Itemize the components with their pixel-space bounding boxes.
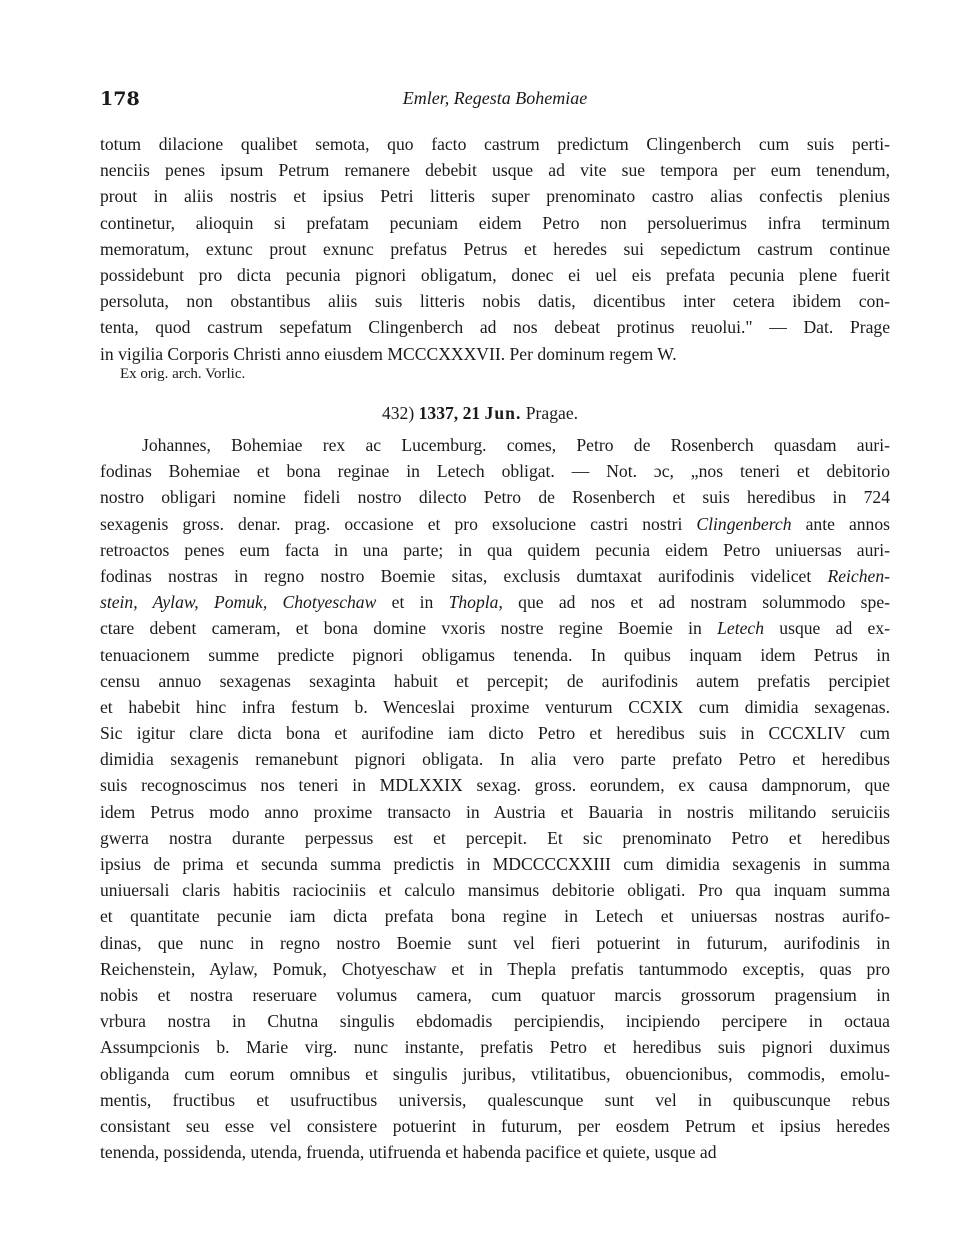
text-line: et quantitate pecunie iam dicta prefata bona regine in Letech et uniuersas nostras aurifo- <box>100 906 890 927</box>
document-number: 432) <box>381 403 415 423</box>
text-line: ctare debent cameram, et bona domine vxoris nostre regine Boemie in Letech usque ad ex- <box>100 618 890 639</box>
text-line: obliganda cum eorum omnibus et singulis juribus, vtilitatibus, obuencionibus, commodis, emolu- <box>100 1063 890 1084</box>
text-line: memoratum, extunc prout exnunc prefatus Petrus et heredes sui sepedictum castrum continue <box>100 238 890 259</box>
source-note: Ex orig. arch. Vorlic. <box>120 366 246 382</box>
document-place: Pragae. <box>525 403 579 423</box>
text-line: persoluta, non obstantibus aliis suis litteris nobis datis, dicentibus inter cetera ibidem con- <box>100 291 890 312</box>
text-line: Johannes, Bohemiae rex ac Lucemburg. comes, Petro de Rosenberch quasdam auri- <box>142 435 890 455</box>
document-date: 1337, 21 <box>418 403 481 423</box>
text-line: tenta, quod castrum sepefatum Clingenberch ad nos debeat protinus reuolui." — Dat. Prage <box>100 317 890 338</box>
text-line: uniuersali claris habitis raciociniis et calculo mansimus debitorie obligati. Pro qua inquam summa <box>100 880 890 901</box>
text-line: idem Petrus modo anno proxime transacto in Austria et Bauaria in nostris militando seruiciis <box>100 801 890 822</box>
page-header <box>100 88 890 116</box>
text-line: Reichenstein, Aylaw, Pomuk, Chotyeschaw et in Thepla prefatis tantummodo exceptis, quas pro <box>100 958 890 979</box>
text-line: prout in aliis nostris et ipsius Petri litteris super prenominato castro alias confectis plenius <box>100 186 890 207</box>
running-title: Emler, Regesta Bohemiae <box>402 88 588 108</box>
text-line: in vigilia Corporis Christi anno eiusdem MCCCXXXVII. Per dominum regem W. <box>100 343 677 364</box>
text-line: totum dilacione qualibet semota, quo facto castrum predictum Clingenberch cum suis perti- <box>100 134 890 154</box>
continuation-paragraph <box>100 131 890 367</box>
text-line: vrbura nostra in Chutna singulis ebdomadis percipiendis, incipiendo percipere in octaua <box>100 1011 890 1032</box>
page-number: 178 <box>100 88 140 110</box>
document-heading <box>0 403 960 424</box>
text-line: et habebit hinc infra festum b. Wenceslai proxime venturum CCXIX cum dimidia sexagenas. <box>100 696 890 717</box>
text-line: nostro obligari nomine fideli nostro dilecto Petro de Rosenberch et suis heredibus in 724 <box>100 487 890 508</box>
text-line: sexagenis gross. denar. prag. occasione et pro exsolucione castri nostri Clingenberch ante annos <box>100 513 890 534</box>
text-line: tenenda, possidenda, utenda, fruenda, utifruenda et habenda pacifice et quiete, usque ad <box>100 1142 717 1163</box>
text-line: possidebunt pro dicta pecunia pignori obligatum, donec ei uel eis prefata pecunia plene fuerit <box>100 264 890 285</box>
text-line: tenuacionem summe predicte pignori obligamus tenenda. In quibus inquam idem Petrus in <box>100 644 890 665</box>
text-line: nenciis penes ipsum Petrum remanere debebit usque ad vite sue tempora per eum tenendum, <box>100 160 890 181</box>
text-line: dimidia sexagenis remanebunt pignori obligata. In alia vero parte prefato Petro et heredibus <box>100 749 890 770</box>
text-line: censu annuo sexagenas sexaginta habuit et percepit; de aurifodinis autem prefatis percipiet <box>100 670 890 691</box>
text-line: fodinas nostras in regno nostro Boemie sitas, exclusis dumtaxat aurifodinis videlicet Reichen- <box>100 565 890 586</box>
text-line: continetur, alioquin si prefatam pecuniam eidem Petro non persoluerimus infra terminum <box>100 212 890 233</box>
text-line: fodinas Bohemiae et bona reginae in Letech obligat. — Not. ɔc, „nos teneri et debitorio <box>100 461 890 482</box>
text-line: mentis, fructibus et usufructibus universis, qualescunque sunt vel in quibuscunque rebus <box>100 1089 890 1110</box>
text-line: gwerra nostra durante perpessus est et percepit. Et sic prenominato Petro et heredibus <box>100 827 890 848</box>
text-line: consistant seu esse vel consistere potuerint in futurum, per eosdem Petrum et ipsius heredes <box>100 1115 890 1136</box>
text-line: dinas, que nunc in regno nostro Boemie sunt vel fieri potuerint in futurum, aurifodinis in <box>100 932 890 953</box>
document-body <box>100 432 890 1165</box>
text-line: suis recognoscimus nos teneri in MDLXXIX sexag. gross. eorundem, ex causa dampnorum, que <box>100 775 890 796</box>
document-month: Jun. <box>484 403 522 423</box>
text-line: stein, Aylaw, Pomuk, Chotyeschaw et in Thopla, que ad nos et ad nostram solummodo spe- <box>100 592 890 613</box>
text-line: Sic igitur clare dicta bona et aurifodine iam dicto Petro et heredibus suis in CCCXLIV cum <box>100 723 890 744</box>
text-line: ipsius de prima et secunda summa predictis in MDCCCCXXIII cum dimidia sexagenis in summa <box>100 854 890 874</box>
text-line: nobis et nostra reseruare volumus camera, cum quatuor marcis grossorum pragensium in <box>100 984 890 1005</box>
text-line: retroactos penes eum facta in una parte; in qua quidem pecunia eidem Petro uniuersas auri- <box>100 539 890 560</box>
text-line: Assumpcionis b. Marie virg. nunc instante, prefatis Petro et heredibus suis pignori duximus <box>100 1037 890 1058</box>
